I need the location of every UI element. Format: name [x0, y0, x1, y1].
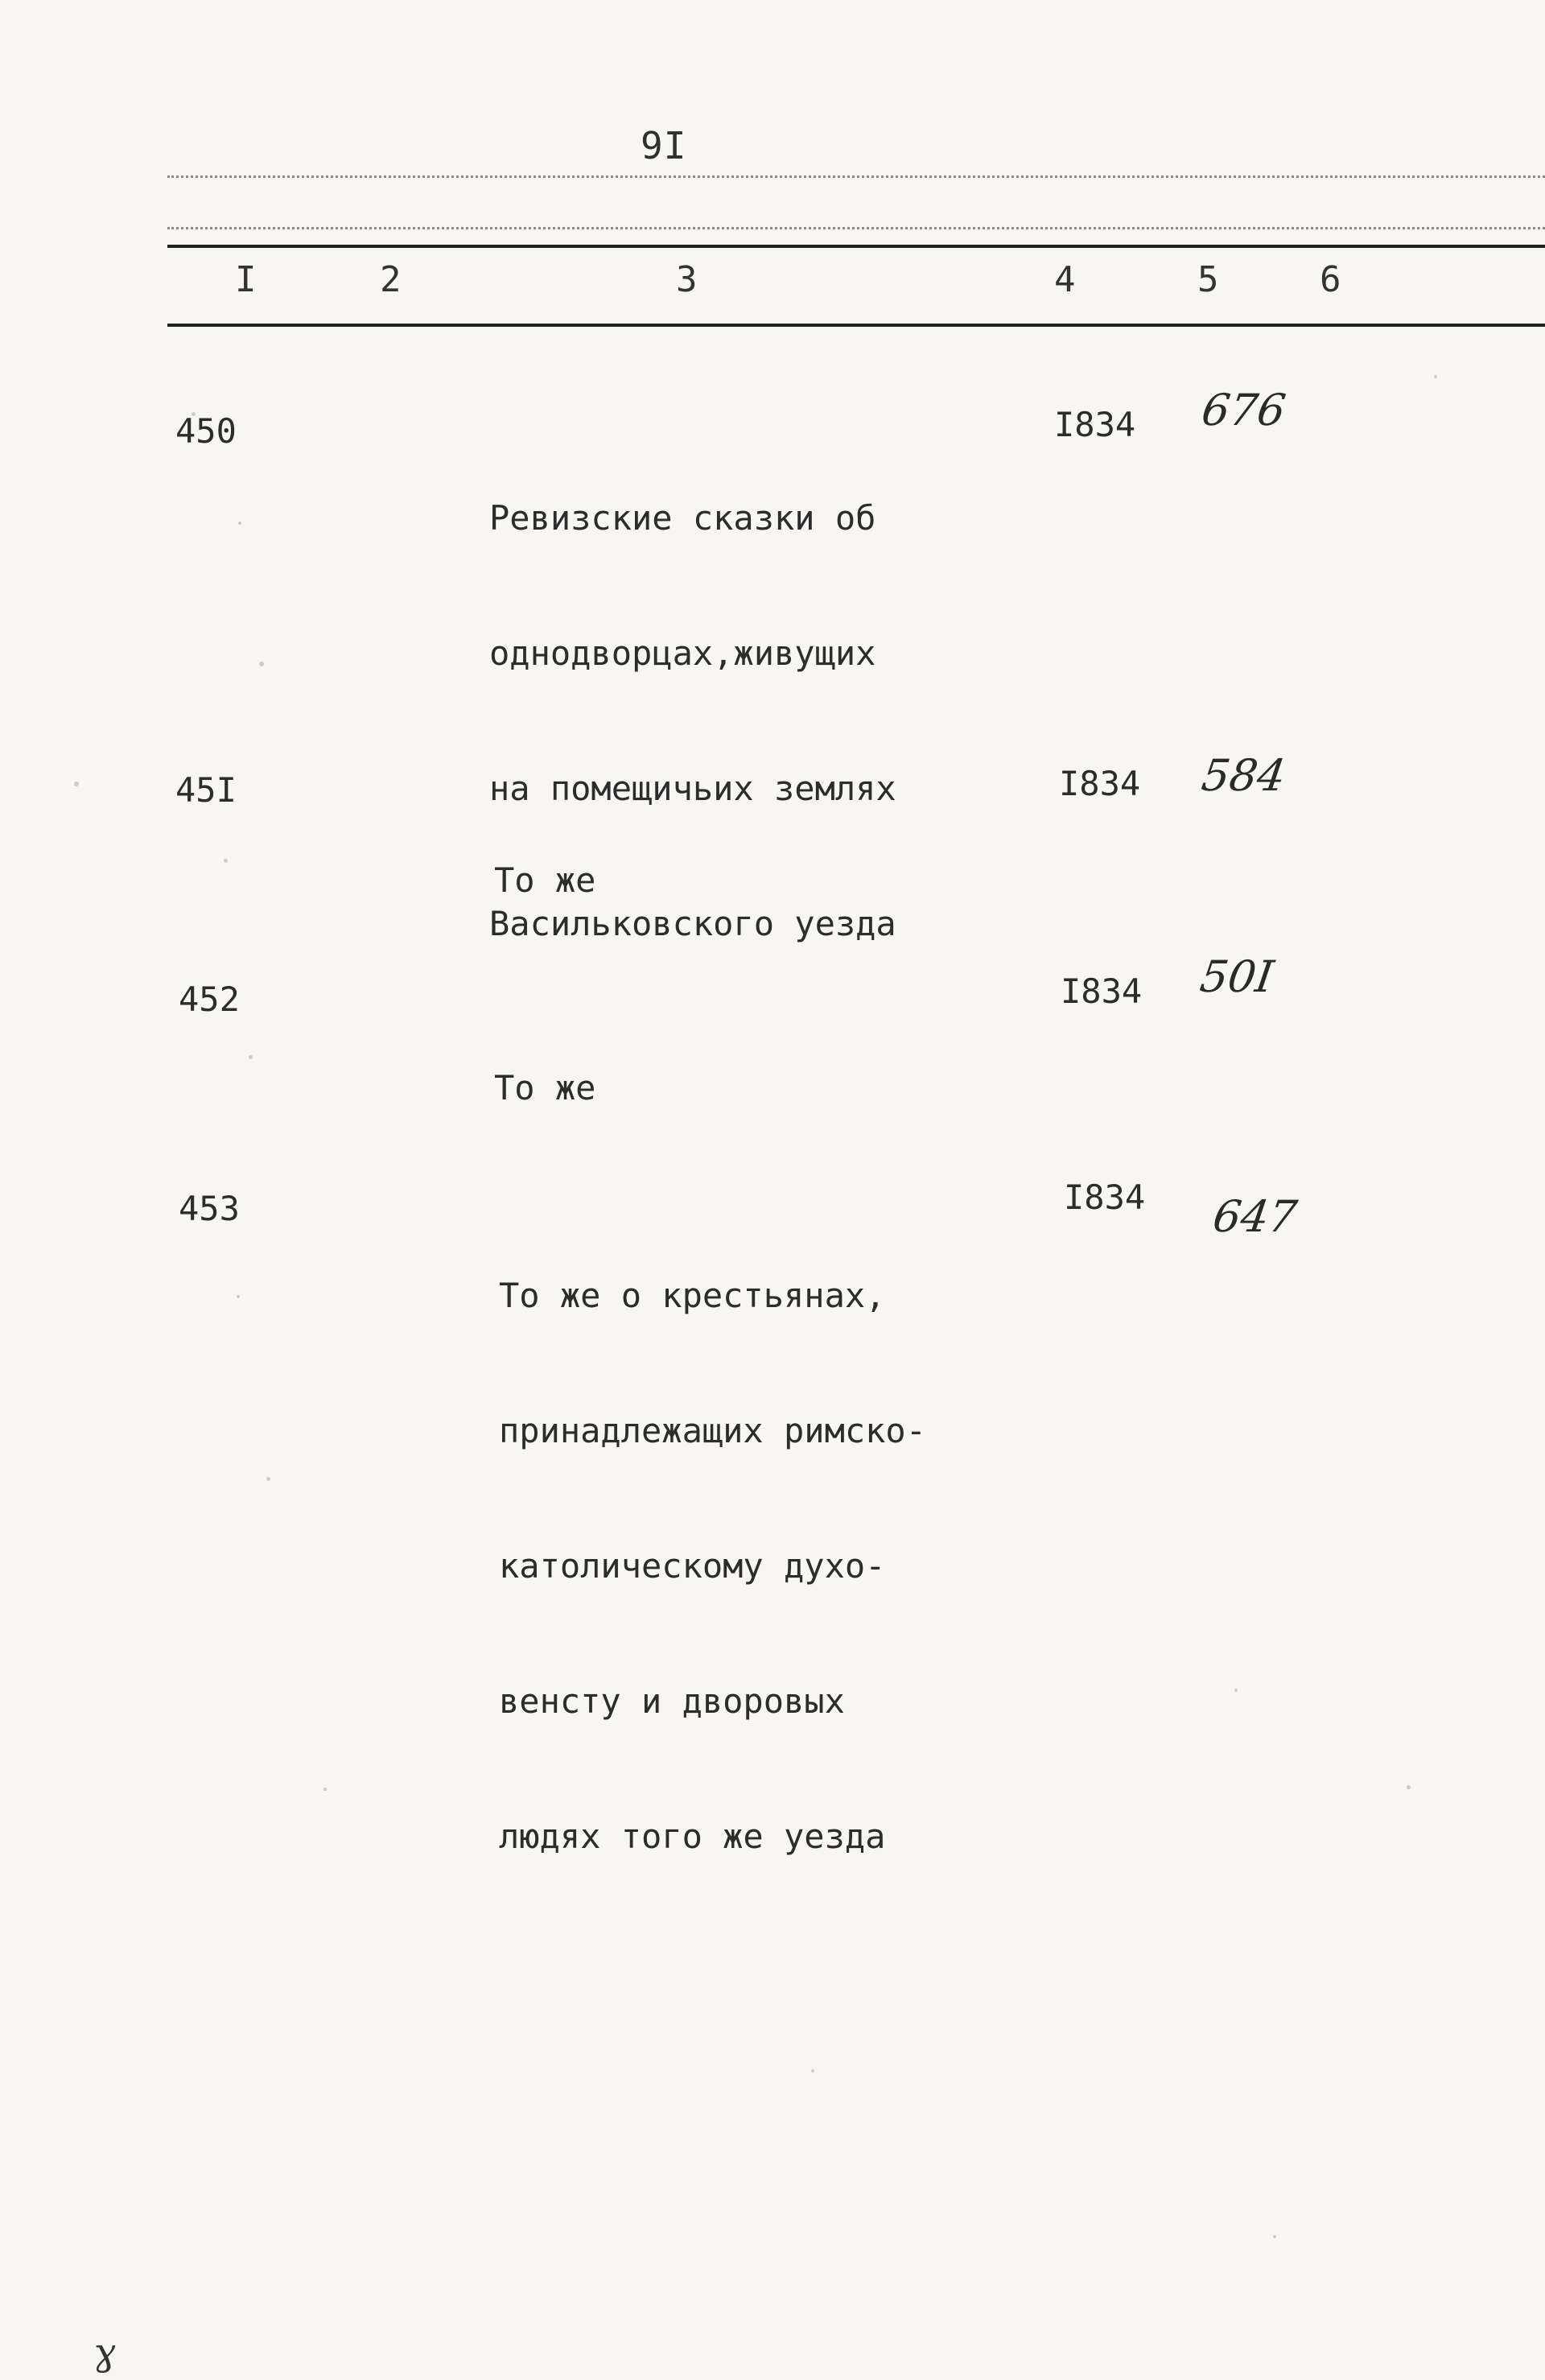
column-header-3: 3: [676, 259, 698, 300]
scan-speckle: [1234, 1689, 1238, 1692]
handwritten-sheet-count: 647: [1209, 1191, 1300, 1242]
table-header-bottom-rule: [167, 324, 1545, 327]
row-number: 450: [175, 411, 237, 451]
row-number: 453: [179, 1189, 240, 1228]
column-header-6: 6: [1320, 259, 1341, 300]
scan-speckle: [238, 522, 241, 525]
description-line: людях того же уезда: [499, 1817, 886, 1856]
description-line: То же: [494, 1068, 596, 1108]
description-line: на помещичьих землях: [489, 769, 896, 808]
row-year: I834: [1061, 971, 1143, 1011]
handwritten-sheet-count: 676: [1198, 385, 1289, 435]
scan-speckle: [266, 1477, 270, 1481]
description-line: однодворцах,живущих: [489, 633, 876, 673]
header-dotted-rule: [167, 227, 1545, 229]
handwritten-sheet-count: 50I: [1197, 951, 1277, 1002]
column-header-4: 4: [1054, 259, 1076, 300]
scan-speckle: [224, 859, 228, 863]
description-line: То же о крестьянах,: [499, 1276, 886, 1315]
scan-speckle: [1407, 1785, 1411, 1789]
row-year: I834: [1059, 764, 1141, 803]
description-line: Ревизские сказки об: [489, 498, 876, 538]
row-description: [494, 976, 595, 1201]
scan-speckle: [1434, 375, 1437, 378]
scan-speckle: [1273, 2235, 1276, 2238]
handwritten-sheet-count: 584: [1198, 750, 1289, 801]
page-number: 9I: [641, 124, 687, 167]
column-header-1: I: [235, 259, 257, 300]
row-description: [494, 768, 595, 993]
scan-speckle: [74, 782, 79, 786]
description-line: католическому духо-: [499, 1546, 886, 1586]
row-description: [499, 1183, 926, 1949]
row-number: 452: [179, 980, 240, 1019]
scan-speckle: [323, 1788, 327, 1791]
scan-speckle: [259, 662, 264, 666]
row-year: I834: [1054, 405, 1136, 444]
scan-speckle: [237, 1295, 240, 1298]
description-line: То же: [494, 860, 596, 900]
column-header-5: 5: [1197, 259, 1219, 300]
scan-speckle: [811, 2069, 814, 2073]
column-header-2: 2: [380, 259, 402, 300]
description-line: венсту и дворовых: [499, 1681, 845, 1721]
header-dotted-rule: [167, 175, 1545, 178]
row-number: 45I: [175, 770, 237, 810]
scan-speckle: [249, 1055, 253, 1059]
corner-handwritten-mark: ɣ: [93, 2330, 116, 2374]
table-top-rule: [167, 245, 1545, 248]
description-line: принадлежащих римско-: [499, 1411, 927, 1450]
description-line: Васильковского уезда: [489, 904, 896, 943]
row-year: I834: [1064, 1178, 1146, 1217]
